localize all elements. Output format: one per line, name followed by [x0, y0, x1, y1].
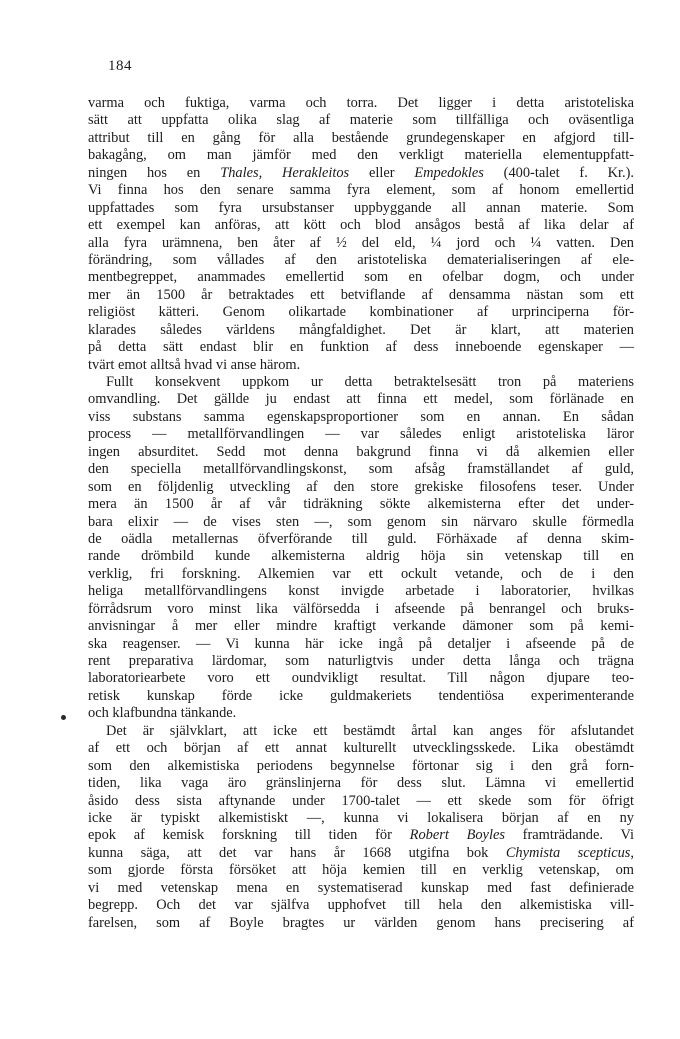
- text-line: mera än 1500 år af vår tidräkning sökte alkemisterna efter det under-: [88, 496, 634, 513]
- text-line: alla fyra urämnena, ben åter af ½ del eld, ¼ jord och ¼ vatten. Den: [88, 234, 634, 251]
- text-line: uppfattades som fyra ursubstanser uppbyggande all annan materie. Som: [88, 199, 634, 216]
- text-line: religiöst kätteri. Genom olikartade kombinationer af urprinciperna för-: [88, 304, 634, 321]
- text-line: bakagång, om man jämför med den verkligt materiella elementuppfatt-: [88, 147, 634, 164]
- text-line: mentbegreppet, anammades emellertid som en ofelbar dogm, och under: [88, 269, 634, 286]
- text-line: bara elixir — de vises sten —, som genom sin närvaro skulle förmedla: [88, 513, 634, 530]
- text-line: mer än 1500 år betraktades ett betviflande af densamma nästan som ett: [88, 286, 634, 303]
- text-line: icke är typiskt alkemistiskt —, kunna vi lokalisera början af en ny: [88, 809, 634, 826]
- margin-mark: [61, 715, 66, 720]
- text-line: farelsen, som af Boyle bragtes ur världen genom hans precisering af: [88, 914, 634, 931]
- text-line: klarades således världens mångfaldighet. Det är klart, att materien: [88, 321, 634, 338]
- text-line: rent preparativa lärdomar, som naturligtvis under detta långa och trägna: [88, 653, 634, 669]
- text-line: som en följdenlig utveckling af den store grekiske filosofens teser. Under: [88, 478, 634, 495]
- body-text: [88, 95, 634, 932]
- text-line: Vi finna hos den senare samma fyra element, som af honom emellertid: [88, 182, 634, 199]
- text-line: tiden, lika vaga äro gränslinjerna för dess slut. Lämna vi emellertid: [88, 775, 634, 792]
- text-line: förändring, som vållades af den aristoteliska dematerialiseringen af ele-: [88, 251, 634, 268]
- text-line: på detta sätt endast blir en funktion af dess inneboende egenskaper —: [88, 339, 634, 356]
- text-line: rande drömbild kunde alkemisterna aldrig höja sin vetenskap till en: [88, 548, 634, 565]
- text-line: ningen hos en Thales, Herakleitos eller Empedokles (400-talet f. Kr.).: [88, 164, 635, 181]
- text-line: vi med vetenskap mena en systematiserad kunskap med fast definierade: [88, 879, 634, 896]
- text-line: laboratoriearbete voro ett oundvikligt resultat. Till någon djupare teo-: [88, 670, 634, 687]
- text-line: Det är självklart, att icke ett bestämdt årtal kan anges för afslutandet: [106, 722, 634, 739]
- text-line: af ett och början af ett annat kulturellt utvecklingsskede. Lika obestämdt: [88, 740, 634, 757]
- text-line: förrådsrum voro minst lika välförsedda i afseende på benrangel och bruks-: [88, 600, 634, 617]
- text-line: åsido dess sista aftynande under 1700-talet — ett skede som för öfrigt: [88, 792, 634, 809]
- text-line: som gjorde första försöket att höja kemien till en verklig vetenskap, om: [88, 862, 634, 879]
- text-line: varma och fuktiga, varma och torra. Det ligger i detta aristoteliska: [88, 95, 634, 111]
- text-line: sätt att uppfatta olika slag af materie som tillfälliga och oväsentliga: [88, 112, 634, 129]
- text-line: Fullt konsekvent uppkom ur detta betraktelsesätt tron på materiens: [106, 374, 634, 390]
- text-line: process — metallförvandlingen — var således enligt aristoteliska läror: [88, 426, 634, 443]
- paragraph: [88, 95, 634, 374]
- paragraph: [88, 723, 634, 932]
- text-line: retisk kunskap förde icke guldmakeriets tendentiösa experimenterande: [88, 687, 634, 704]
- text-line: som den alkemistiska periodens begynnelse förtonar sig i den grå forn-: [88, 757, 634, 774]
- text-line: de oädla metallernas öfverförande till guld. Förhäxade af denna skim-: [88, 530, 634, 547]
- text-line: viss substans samma egenskapsproportioner som en annan. En sådan: [88, 408, 634, 425]
- text-line: kunna säga, att det var hans år 1668 utgifna bok Chymista scepticus,: [88, 844, 634, 861]
- text-line: heliga metallförvandlingens konst invigde arbetade i laboratorier, hvilkas: [88, 583, 634, 600]
- text-line: begrepp. Och det var själfva upphofvet till hela den alkemistiska vill-: [88, 897, 634, 914]
- text-line: omvandling. Det gällde ju endast att finna ett medel, som förlänade en: [88, 391, 634, 408]
- page-number: 184: [108, 58, 132, 74]
- scan-edge: [0, 0, 680, 10]
- text-line: ska reagenser. — Vi kunna här icke ingå på detaljer i afseende på de: [88, 635, 634, 652]
- text-line: och klafbundna tänkande.: [88, 705, 237, 722]
- text-line: verklig, fri forskning. Alkemien var ett ockult vetande, och de i den: [88, 565, 634, 582]
- text-line: attribut till en gång för alla bestående grundegenskaper en afgjord till-: [88, 129, 634, 146]
- text-line: den speciella metallförvandlingskonst, som afsåg framställandet af guld,: [88, 461, 634, 478]
- text-line: anvisningar å mer eller mindre kraftigt verkande dämoner som på kemi-: [88, 618, 634, 635]
- text-line: ingen absurditet. Sedd mot denna bakgrund finna vi då alkemien eller: [88, 443, 634, 460]
- text-line: epok af kemisk forskning till tiden för Robert Boyles framträdande. Vi: [88, 827, 634, 844]
- paragraph: [88, 374, 634, 723]
- text-line: ett exempel kan anföras, att kött och blod ansågos bestå af lika delar af: [88, 217, 634, 234]
- text-line: tvärt emot alltså hvad vi anse härom.: [88, 356, 301, 373]
